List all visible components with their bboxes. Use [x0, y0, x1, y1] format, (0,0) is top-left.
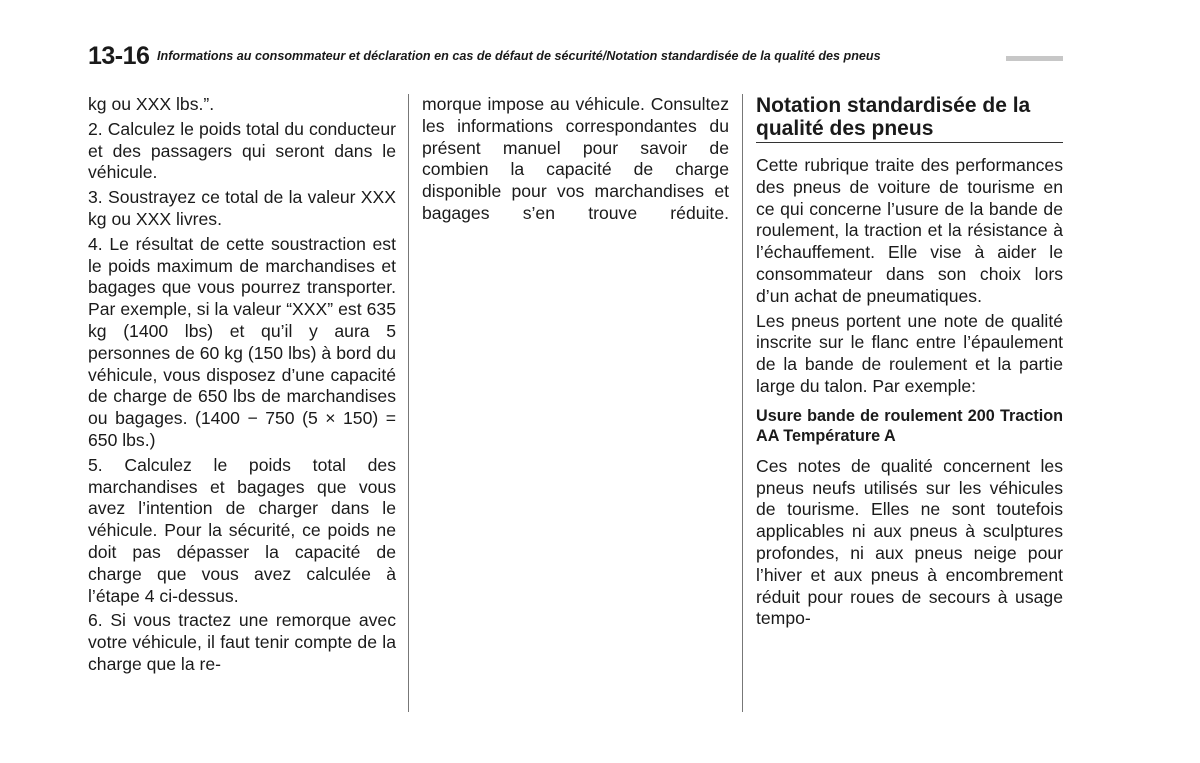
applicability-paragraph: Ces notes de qualité concernent les pneus neufs utilisés sur les véhicules de tourisme. Elles ne sont toutefois applicables ni aux pneus à sculptures profondes, ni aux pneus neige pour l’hiver et aux pneus à encombrement réduit pour roues de secours à usage tempo-: [756, 455, 1063, 629]
text-column-right: [756, 94, 1063, 633]
text-column-left: [88, 94, 396, 679]
step-2-paragraph: 2. Calculez le poids total du conducteur et des passagers qui seront dans le véhicule.: [88, 118, 396, 183]
column-divider: [408, 94, 409, 712]
page-number: 13-16: [88, 42, 150, 70]
grading-location-paragraph: Les pneus portent une note de qualité inscrite sur le flanc entre l’épaulement de la bande de roulement et la partie large du talon. Par exemple:: [756, 310, 1063, 396]
header-rule: [1006, 56, 1063, 61]
paragraph-continuation: kg ou XXX lbs.”.: [88, 94, 215, 114]
step-5-paragraph: 5. Calculez le poids total des marchandises et bagages que vous avez l’intention de charger dans le véhicule. Pour la sécurité, ce poids ne doit pas dépasser la capacité de charge que vous avez calculée à l’étape 4 ci-dessus.: [88, 454, 396, 606]
grading-example-heading: Usure bande de roulement 200 Traction AA Température A: [756, 406, 1063, 445]
column-divider: [742, 94, 743, 712]
step-3-paragraph: 3. Soustrayez ce total de la valeur XXX kg ou XXX livres.: [88, 187, 396, 229]
text-column-middle: [422, 94, 729, 228]
intro-paragraph: Cette rubrique traite des performances des pneus de voiture de tourisme en ce qui concerne l’usure de la bande de roulement, la traction et la résistance à l’échauffement. Elle vise à aider le consommateur dans son choix lors d’un achat de pneumatiques.: [756, 155, 1063, 306]
section-title: Notation standardisée de la qualité des pneus: [756, 94, 1063, 143]
page-header: [88, 40, 1063, 70]
running-header-title: Informations au consommateur et déclaration en cas de défaut de sécurité/Notation standardisée de la qualité des pneus: [157, 49, 881, 63]
paragraph-continuation: morque impose au véhicule. Consultez les informations correspondantes du présent manuel pour savoir de combien la capacité de charge disponible pour vos marchandises et bagages s’en trouve réduite.: [422, 94, 729, 223]
step-4-paragraph: 4. Le résultat de cette soustraction est le poids maximum de marchandises et bagages que vous pourrez transporter. Par exemple, si la valeur “XXX” est 635 kg (1400 lbs) et qu’il y aura 5 personnes de 60 kg (150 lbs) à bord du véhicule, vous disposez d’une capacité de charge de 650 lbs de marchandises ou bagages. (1400 − 750 (5 × 150) = 650 lbs.): [88, 233, 396, 450]
step-6-paragraph: 6. Si vous tractez une remorque avec votre véhicule, il faut tenir compte de la charge que la re-: [88, 610, 396, 674]
